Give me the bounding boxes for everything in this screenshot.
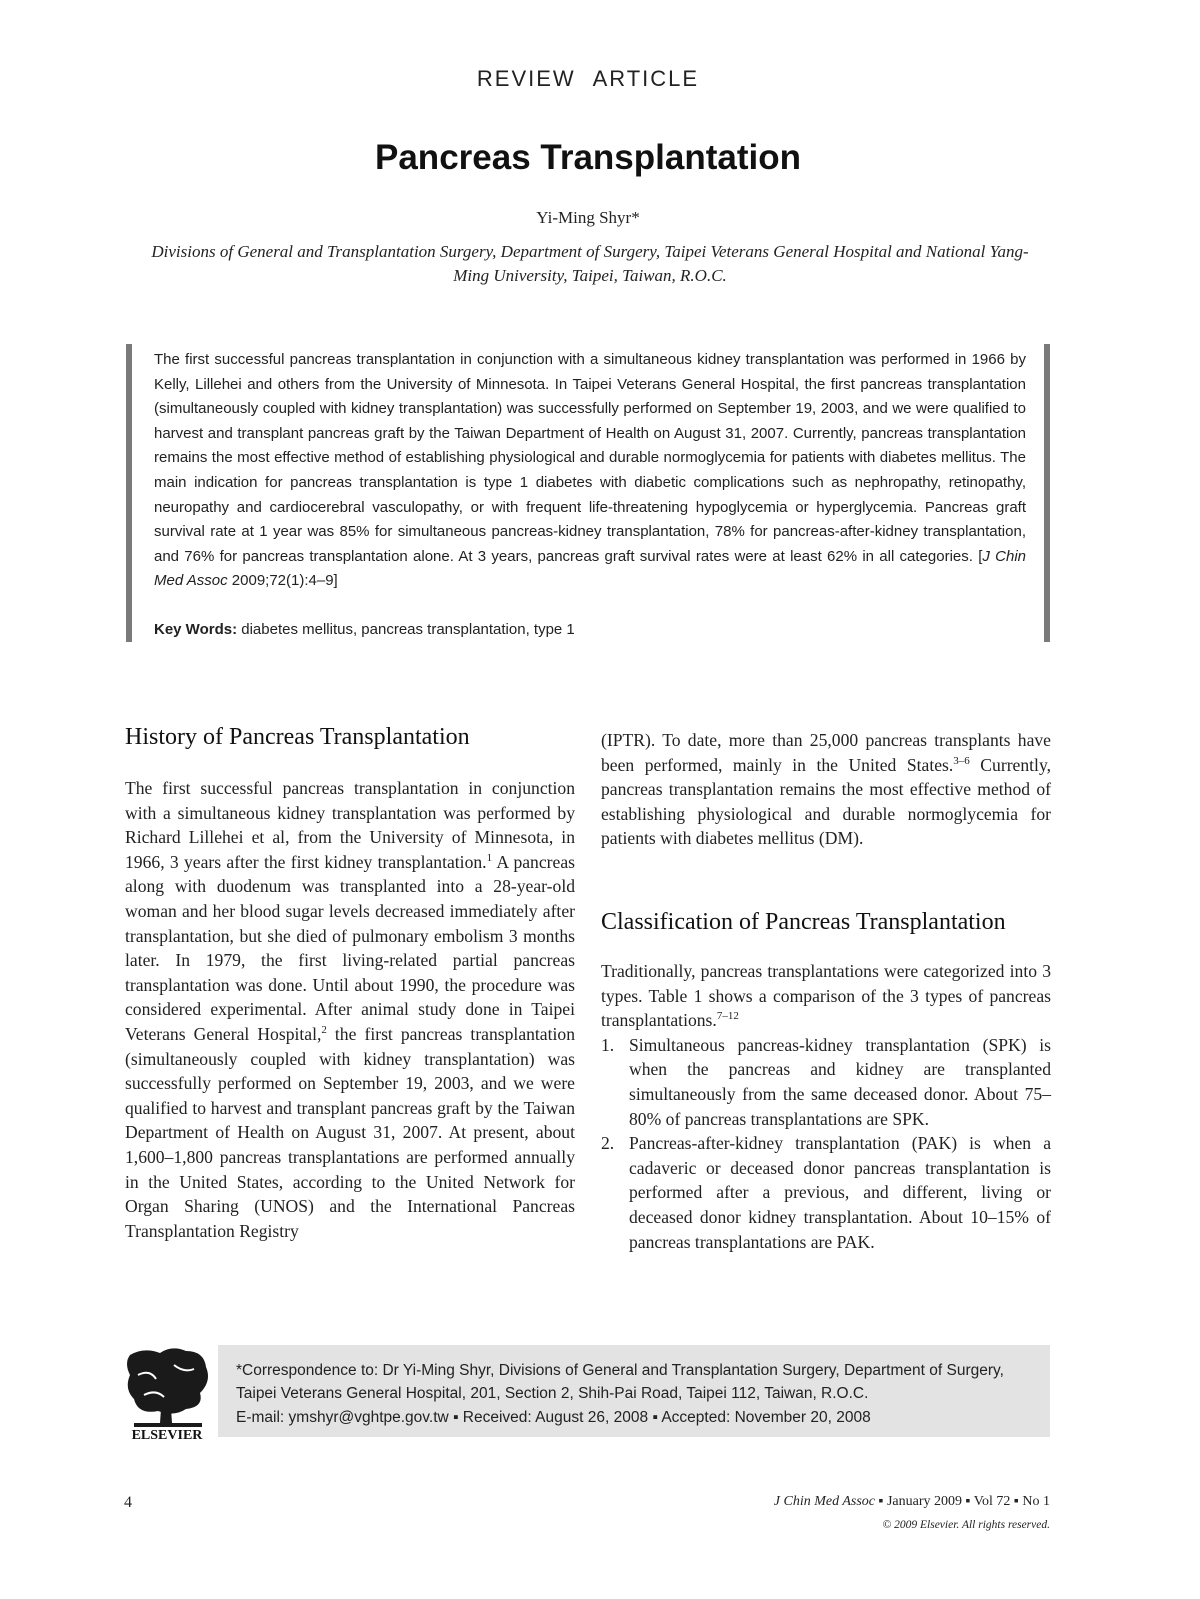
reference-2: 2 — [321, 1024, 327, 1037]
right-column — [601, 728, 1051, 1254]
abstract-citation-detail: 2009;72(1):4–9] — [227, 572, 338, 590]
list-item-number: 1. — [601, 1034, 615, 1055]
history-paragraph — [125, 776, 575, 1243]
history-continuation — [601, 728, 1051, 851]
elsevier-tree-icon — [124, 1345, 210, 1441]
left-column — [125, 724, 575, 1243]
copyright: © 2009 Elsevier. All rights reserved. — [882, 1519, 1050, 1531]
classification-heading: Classification of Pancreas Transplantation — [601, 908, 1006, 935]
history-text-1: The first successful pancreas transplantation in conjunction with a simultaneous kidney transplantation was performed by Richard Lillehei et al, from the University of Minnesota, in 1966, 3 years after the first kidney transplantation. — [125, 778, 575, 872]
classification-intro-text: Traditionally, pancreas transplantations were categorized into 3 types. Table 1 shows a comparison of the 3 types of pancreas transplantations. — [601, 960, 1051, 1031]
journal-issue: ▪ January 2009 ▪ Vol 72 ▪ No 1 — [875, 1494, 1050, 1509]
history-heading: History of Pancreas Transplantation — [125, 724, 470, 750]
list-item — [601, 1131, 1051, 1254]
reference-4: 7–12 — [716, 1010, 739, 1023]
correspondence-dates: E-mail: ymshyr@vghtpe.gov.tw ▪ Received: August 26, 2008 ▪ Accepted: November 20, 2008 — [236, 1408, 871, 1426]
elsevier-logo-text: ELSEVIER — [131, 1428, 203, 1441]
article-title: Pancreas Transplantation — [375, 138, 801, 177]
history-text-5: Currently, pancreas transplantation remains the most effective method of establishing physiological and durable normoglycemia for patients with diabetes mellitus (DM). — [601, 754, 1051, 849]
section-label: REVIEW ARTICLE — [476, 66, 700, 91]
author-name: Yi-Ming Shyr* — [536, 208, 640, 227]
abstract-body: The first successful pancreas transplantation in conjunction with a simultaneous kidney transplantation was performed in 1966 by Kelly, Lillehei and others from the University of Minnesota. In Taipei Veterans General Hospital, the first pancreas transplantation (simultaneously coupled with kidney transplantation) was successfully performed on September 19, 2003, and we were qualified to harvest and transplant pancreas graft by the Taiwan Department of Health on August 31, 2007. Currently, pancreas transplantation remains the most effective method of establishing physiological and durable normoglycemia for patients with diabetes mellitus. The main indication for pancreas transplantation is type 1 diabetes with diabetic complications such as nephropathy, retinopathy, neuropathy and cardiocerebral vasculopathy, or with frequent life-threatening hypoglycemia or hyperglycemia. Pancreas graft survival rate at 1 year was 85% for simultaneous pancreas-kidney transplantation, 78% for pancreas-after-kidney transplantation, and 76% for pancreas transplantation alone. At 3 years, pancreas graft survival rates were at least 62% in all categories. [ — [154, 351, 1026, 565]
reference-3: 3–6 — [953, 754, 970, 767]
history-text-2: A pancreas along with duodenum was transplanted into a 28-year-old woman and her blood sugar levels decreased immediately after transplantation, but she died of pulmonary embolism 3 months later. In 1979, the first living-related partial pancreas transplantation was done. Until about 1990, the procedure was considered experimental. After animal study done in Taipei Veterans General Hospital, — [125, 851, 575, 1044]
list-item — [601, 1033, 1051, 1131]
correspondence-address: *Correspondence to: Dr Yi-Ming Shyr, Divisions of General and Transplantation Surgery, Department of Surgery, Taipei Veterans General Hospital, 201, Section 2, Shih-Pai Road, Taipei 112, Taiwan, R.O.C. — [236, 1362, 1004, 1403]
classification-list — [601, 1033, 1051, 1254]
correspondence-text — [236, 1359, 1036, 1429]
page-number: 4 — [124, 1494, 132, 1511]
journal-name: J Chin Med Assoc — [773, 1494, 876, 1509]
author-affiliation: Divisions of General and Transplantation Surgery, Department of Surgery, Taipei Veterans General Hospital and National Yang-Ming University, Taipei, Taiwan, R.O.C. — [151, 242, 1029, 285]
history-text-4: (IPTR). To date, more than 25,000 pancreas transplants have been performed, mainly in the United States. — [601, 730, 1051, 775]
elsevier-logo — [124, 1345, 210, 1441]
classification-intro — [601, 959, 1051, 1033]
abstract-text — [154, 348, 1026, 594]
history-text-3: the first pancreas transplantation (simultaneously coupled with kidney transplantation) was successfully performed on September 19, 2003, and we were qualified to harvest and transplant pancreas graft by the Taiwan Department of Health on August 31, 2007. At present, about 1,600–1,800 pancreas transplantations are performed annually in the United States, according to the United Network for Organ Sharing (UNOS) and the International Pancreas Transplantation Registry — [125, 1023, 575, 1241]
list-item-text: Simultaneous pancreas-kidney transplantation (SPK) is when the pancreas and kidney are transplanted simultaneously from the same deceased donor. About 75–80% of pancreas transplantations are SPK. — [629, 1034, 1051, 1129]
keywords-list: diabetes mellitus, pancreas transplantation, type 1 — [237, 621, 575, 638]
keywords-label: Key Words: — [154, 621, 238, 638]
correspondence-box — [218, 1345, 1050, 1437]
journal-info — [774, 1494, 1050, 1510]
keywords — [154, 621, 1026, 638]
list-item-text: Pancreas-after-kidney transplantation (PAK) is when a cadaveric or deceased donor pancreas transplantation is performed after a previous, and different, living or deceased donor kidney transplantation. About 10–15% of pancreas transplantations are PAK. — [629, 1133, 1051, 1252]
abstract-box — [126, 344, 1050, 642]
list-item-number: 2. — [601, 1133, 615, 1154]
reference-1: 1 — [486, 851, 493, 864]
abstract-citation-journal: J Chin Med Assoc — [154, 547, 1026, 590]
